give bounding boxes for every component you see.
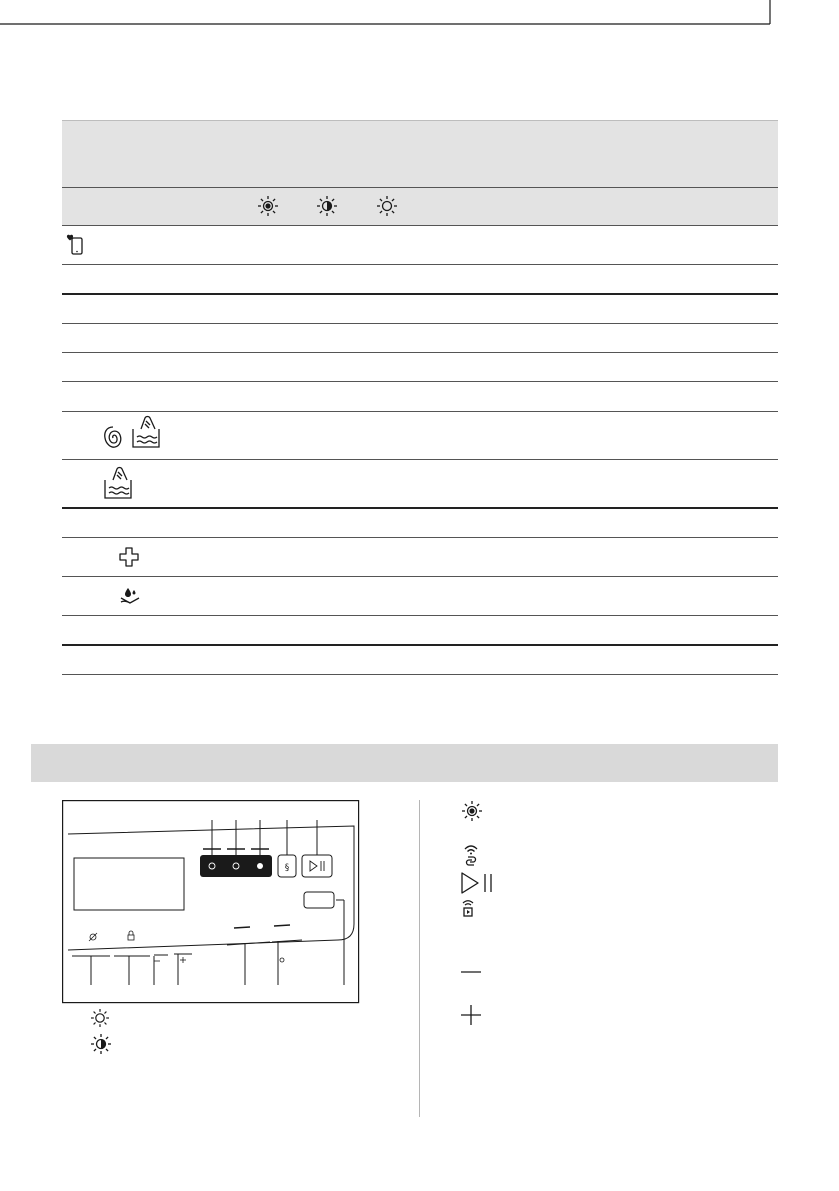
plus-cross-icon [118,546,140,568]
table-row [62,646,778,675]
table-row [62,353,778,382]
table-row [62,538,778,577]
sun-full-icon [461,800,483,822]
sun-empty-icon [376,195,398,217]
water-drop-icon [119,585,141,607]
table-row [62,324,778,353]
start-pause-icon [460,871,496,895]
wool-handwash-icon [102,424,124,450]
table-row [62,295,778,324]
plus-icon [460,1004,482,1026]
programme-table [62,120,778,675]
control-panel-figure [62,800,362,1040]
table-row [62,616,778,646]
crop-mark [0,0,839,40]
column-divider [419,800,420,1117]
table-row [62,577,778,616]
sun-half-icon [316,195,338,217]
handwash-tub-icon [131,415,161,449]
section-heading-bar [31,744,778,782]
wifi-link-icon [461,843,481,867]
table-row [62,460,778,509]
table-row [62,265,778,295]
table-row [62,412,778,460]
handwash-tub-icon [103,466,133,500]
table-subheader-band [62,187,778,226]
table-row [62,226,778,265]
sun-empty-icon [91,1009,109,1027]
table-row [62,382,778,412]
minus-icon [459,964,483,980]
sun-half-icon [90,1033,112,1055]
table-header-band [62,120,778,187]
svg-text:§: § [284,863,290,873]
table-row [62,509,778,538]
remote-start-icon [461,899,475,917]
sun-full-icon [257,195,279,217]
remote-phone-heart-icon [66,234,86,256]
